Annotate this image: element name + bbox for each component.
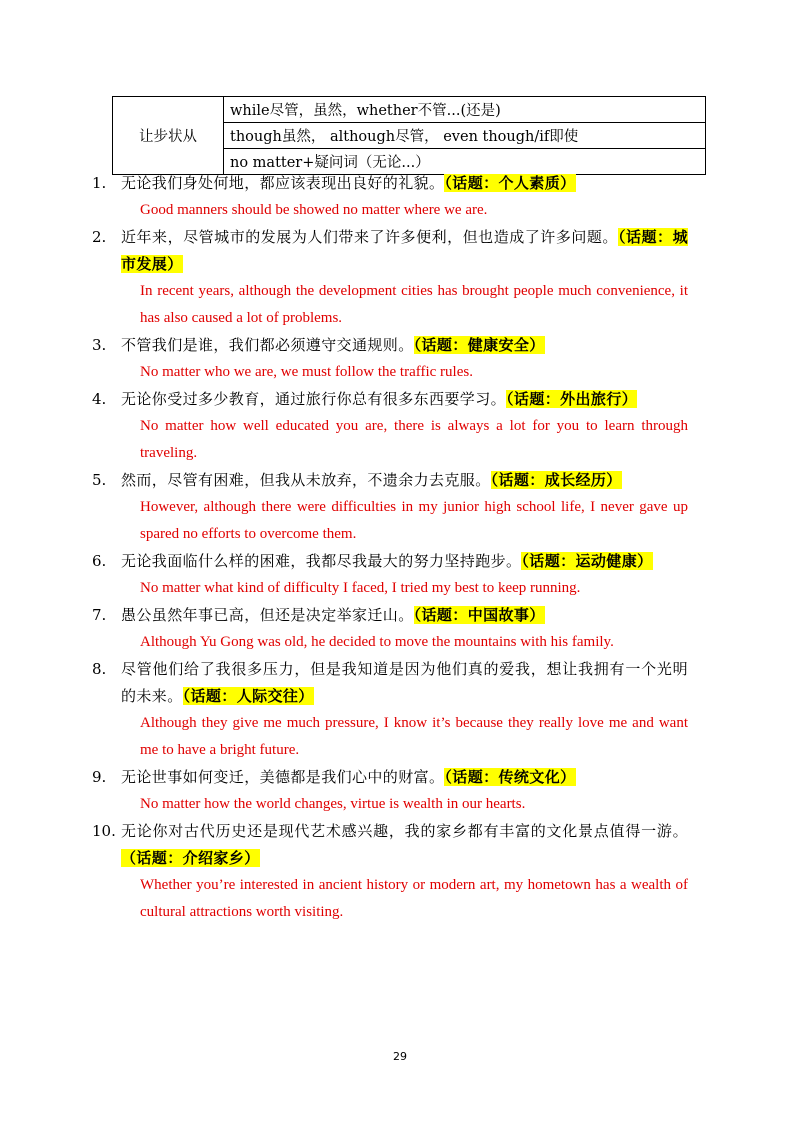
english-translation: No matter how well educated you are, there is always a lot for you to learn through traveling. — [140, 418, 688, 461]
item-number: 5. — [92, 471, 107, 489]
chinese-sentence: 不管我们是谁，我们都必须遵守交通规则。（话题：健康安全） — [121, 336, 545, 354]
item-number: 10. — [92, 822, 116, 840]
item-number: 4. — [92, 390, 107, 408]
topic-tag: （话题：人际交往） — [182, 687, 314, 705]
item-number: 9. — [92, 768, 107, 786]
item-number: 6. — [92, 552, 107, 570]
list-item — [92, 467, 688, 548]
chinese-sentence: 然而，尽管有困难，但我从未放弃，不遗余力去克服。（话题：成长经历） — [121, 471, 622, 489]
sentence-list — [92, 170, 688, 926]
item-number: 2. — [92, 228, 107, 246]
list-item — [92, 170, 688, 224]
topic-tag: （话题：健康安全） — [413, 336, 545, 354]
english-translation: No matter how the world changes, virtue is wealth in our hearts. — [140, 796, 526, 812]
english-translation: No matter who we are, we must follow the traffic rules. — [140, 364, 473, 380]
english-translation: No matter what kind of difficulty I faced, I tried my best to keep running. — [140, 580, 581, 596]
list-item — [92, 332, 688, 386]
topic-tag: （话题：个人素质） — [444, 174, 576, 192]
topic-tag: （话题：传统文化） — [444, 768, 576, 786]
concessive-clause-table — [112, 96, 706, 175]
table-row: though虽然， although尽管， even though/if即使 — [224, 123, 706, 149]
item-number: 3. — [92, 336, 107, 354]
list-item — [92, 818, 688, 926]
chinese-sentence: 无论我面临什么样的困难，我都尽我最大的努力坚持跑步。（话题：运动健康） — [121, 552, 653, 570]
list-item — [92, 764, 688, 818]
page-number: 29 — [393, 1050, 407, 1063]
topic-tag: （话题：成长经历） — [490, 471, 622, 489]
list-item — [92, 602, 688, 656]
table-row: while尽管，虽然，whether不管...(还是) — [224, 97, 706, 123]
list-item — [92, 386, 688, 467]
topic-tag: （话题：运动健康） — [521, 552, 653, 570]
topic-tag: （话题：外出旅行） — [506, 390, 638, 408]
english-translation: Although they give me much pressure, I know it’s because they really love me and want me to have a bright future. — [140, 715, 688, 758]
table-row: no matter+疑问词（无论...） — [224, 149, 706, 175]
english-translation: Although Yu Gong was old, he decided to move the mountains with his family. — [140, 634, 614, 650]
topic-tag: （话题：城市发展） — [121, 228, 688, 273]
chinese-sentence: 尽管他们给了我很多压力，但是我知道是因为他们真的爱我，想让我拥有一个光明的未来。（话题：人际交往） — [121, 660, 688, 705]
english-translation: However, although there were difficulties in my junior high school life, I never gave up spared no efforts to overcome them. — [140, 499, 688, 542]
item-number: 7. — [92, 606, 107, 624]
english-translation: Whether you’re interested in ancient history or modern art, my hometown has a wealth of cultural attractions worth visiting. — [140, 877, 688, 920]
item-number: 1. — [92, 174, 107, 192]
english-translation: In recent years, although the development cities has brought people much convenience, it has also caused a lot of problems. — [140, 283, 688, 326]
english-translation: Good manners should be showed no matter where we are. — [140, 202, 488, 218]
chinese-sentence: 无论我们身处何地，都应该表现出良好的礼貌。（话题：个人素质） — [121, 174, 576, 192]
table-label: 让步状从 — [113, 97, 224, 175]
topic-tag: （话题：中国故事） — [413, 606, 545, 624]
list-item — [92, 548, 688, 602]
topic-tag: （话题：介绍家乡） — [121, 849, 260, 867]
chinese-sentence: 无论世事如何变迁，美德都是我们心中的财富。（话题：传统文化） — [121, 768, 576, 786]
list-item — [92, 224, 688, 332]
item-number: 8. — [92, 660, 107, 678]
chinese-sentence: 近年来，尽管城市的发展为人们带来了许多便利，但也造成了许多问题。（话题：城市发展） — [121, 228, 688, 273]
chinese-sentence: 无论你受过多少教育，通过旅行你总有很多东西要学习。（话题：外出旅行） — [121, 390, 638, 408]
chinese-sentence: 愚公虽然年事已高，但还是决定举家迁山。（话题：中国故事） — [121, 606, 545, 624]
list-item — [92, 656, 688, 764]
chinese-sentence: 无论你对古代历史还是现代艺术感兴趣，我的家乡都有丰富的文化景点值得一游。（话题：介绍家乡） — [121, 822, 688, 867]
